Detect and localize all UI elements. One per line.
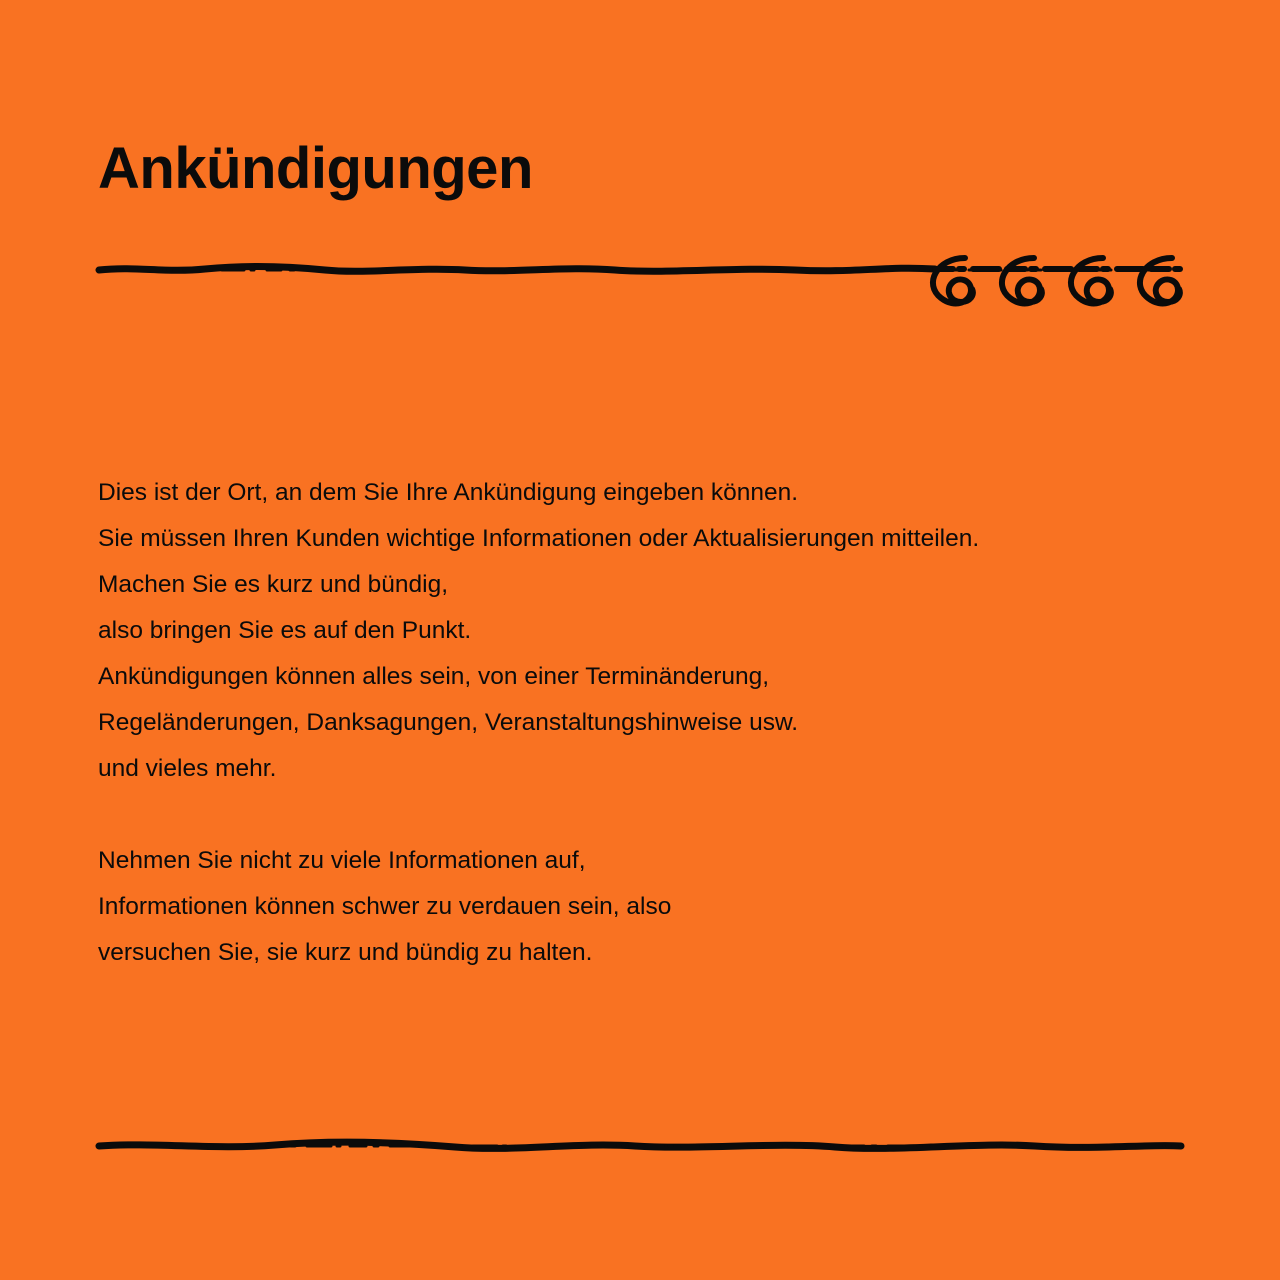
body-line: Informationen können schwer zu verdauen sein, also bbox=[98, 893, 672, 920]
page-title: Ankündigungen bbox=[98, 136, 533, 201]
body-line: versuchen Sie, sie kurz und bündig zu halten. bbox=[98, 939, 593, 966]
body-line: Dies ist der Ort, an dem Sie Ihre Ankündigung eingeben können. bbox=[98, 479, 799, 506]
body-line: Nehmen Sie nicht zu viele Informationen auf, bbox=[98, 847, 586, 874]
body-line: und vieles mehr. bbox=[98, 755, 277, 782]
body-line: Machen Sie es kurz und bündig, bbox=[98, 571, 449, 598]
squiggle-divider-with-loops-icon bbox=[95, 228, 1185, 338]
body-line: Regeländerungen, Danksagungen, Veranstaltungshinweise usw. bbox=[98, 709, 799, 736]
body-line: Sie müssen Ihren Kunden wichtige Informationen oder Aktualisierungen mitteilen. bbox=[98, 525, 980, 552]
dotted-divider-icon bbox=[95, 1120, 1185, 1170]
body-line: Ankündigungen können alles sein, von einer Terminänderung, bbox=[98, 663, 770, 690]
body-line: also bringen Sie es auf den Punkt. bbox=[98, 617, 472, 644]
paragraph-spacer bbox=[98, 792, 1198, 838]
announcement-body bbox=[98, 470, 1198, 976]
